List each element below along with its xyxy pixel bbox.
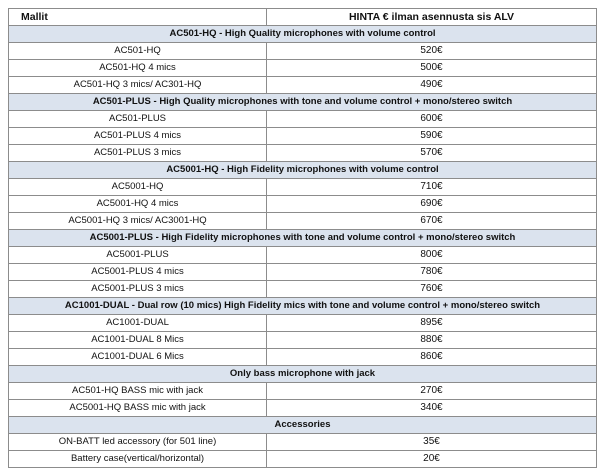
section-title: AC501-PLUS - High Quality microphones with tone and volume control + mono/stereo switch	[9, 94, 597, 111]
model-name-cell: AC501-HQ	[9, 43, 267, 60]
section-header-row	[9, 26, 597, 43]
model-name-cell: AC501-HQ 4 mics	[9, 60, 267, 77]
header-price: HINTA € ilman asennusta sis ALV	[267, 9, 597, 26]
price-cell: 670€	[267, 213, 597, 230]
section-title: Only bass microphone with jack	[9, 366, 597, 383]
price-cell: 590€	[267, 128, 597, 145]
model-name-cell: ON-BATT led accessory (for 501 line)	[9, 434, 267, 451]
price-cell: 895€	[267, 315, 597, 332]
table-row	[9, 60, 597, 77]
header-models: Mallit	[9, 9, 267, 26]
section-title: AC5001-PLUS - High Fidelity microphones with tone and volume control + mono/stereo switch	[9, 230, 597, 247]
table-row	[9, 196, 597, 213]
price-cell: 860€	[267, 349, 597, 366]
model-name-cell: AC5001-PLUS	[9, 247, 267, 264]
model-name-cell: AC501-PLUS	[9, 111, 267, 128]
model-name-cell: AC5001-HQ 4 mics	[9, 196, 267, 213]
table-row	[9, 128, 597, 145]
model-name-cell: AC501-HQ 3 mics/ AC301-HQ	[9, 77, 267, 94]
table-row	[9, 213, 597, 230]
model-name-cell: AC501-HQ BASS mic with jack	[9, 383, 267, 400]
section-header-row	[9, 366, 597, 383]
table-body	[9, 26, 597, 468]
price-cell: 570€	[267, 145, 597, 162]
table-row	[9, 434, 597, 451]
section-title: AC501-HQ - High Quality microphones with volume control	[9, 26, 597, 43]
price-cell: 35€	[267, 434, 597, 451]
table-row	[9, 247, 597, 264]
price-cell: 880€	[267, 332, 597, 349]
table-row	[9, 145, 597, 162]
table-row	[9, 315, 597, 332]
price-cell: 710€	[267, 179, 597, 196]
model-name-cell: AC1001-DUAL 8 Mics	[9, 332, 267, 349]
table-row	[9, 281, 597, 298]
price-cell: 760€	[267, 281, 597, 298]
table-row	[9, 111, 597, 128]
section-header-row	[9, 94, 597, 111]
price-cell: 490€	[267, 77, 597, 94]
price-cell: 20€	[267, 451, 597, 468]
table-row	[9, 451, 597, 468]
section-header-row	[9, 162, 597, 179]
model-name-cell: AC1001-DUAL	[9, 315, 267, 332]
model-name-cell: Battery case(vertical/horizontal)	[9, 451, 267, 468]
model-name-cell: AC5001-PLUS 4 mics	[9, 264, 267, 281]
price-cell: 800€	[267, 247, 597, 264]
table-row	[9, 332, 597, 349]
price-cell: 270€	[267, 383, 597, 400]
section-header-row	[9, 298, 597, 315]
table-row	[9, 400, 597, 417]
price-cell: 600€	[267, 111, 597, 128]
model-name-cell: AC501-PLUS 4 mics	[9, 128, 267, 145]
price-table	[8, 8, 597, 468]
price-cell: 340€	[267, 400, 597, 417]
model-name-cell: AC5001-HQ	[9, 179, 267, 196]
model-name-cell: AC5001-PLUS 3 mics	[9, 281, 267, 298]
section-header-row	[9, 230, 597, 247]
section-title: AC5001-HQ - High Fidelity microphones with volume control	[9, 162, 597, 179]
section-title: AC1001-DUAL - Dual row (10 mics) High Fidelity mics with tone and volume control + mono/stereo switch	[9, 298, 597, 315]
table-row	[9, 264, 597, 281]
section-title: Accessories	[9, 417, 597, 434]
model-name-cell: AC501-PLUS 3 mics	[9, 145, 267, 162]
model-name-cell: AC1001-DUAL 6 Mics	[9, 349, 267, 366]
header-row	[9, 9, 597, 26]
table-row	[9, 349, 597, 366]
price-cell: 500€	[267, 60, 597, 77]
price-cell: 780€	[267, 264, 597, 281]
table-row	[9, 43, 597, 60]
table-row	[9, 383, 597, 400]
section-header-row	[9, 417, 597, 434]
price-cell: 690€	[267, 196, 597, 213]
model-name-cell: AC5001-HQ 3 mics/ AC3001-HQ	[9, 213, 267, 230]
table-row	[9, 77, 597, 94]
price-cell: 520€	[267, 43, 597, 60]
table-row	[9, 179, 597, 196]
model-name-cell: AC5001-HQ BASS mic with jack	[9, 400, 267, 417]
